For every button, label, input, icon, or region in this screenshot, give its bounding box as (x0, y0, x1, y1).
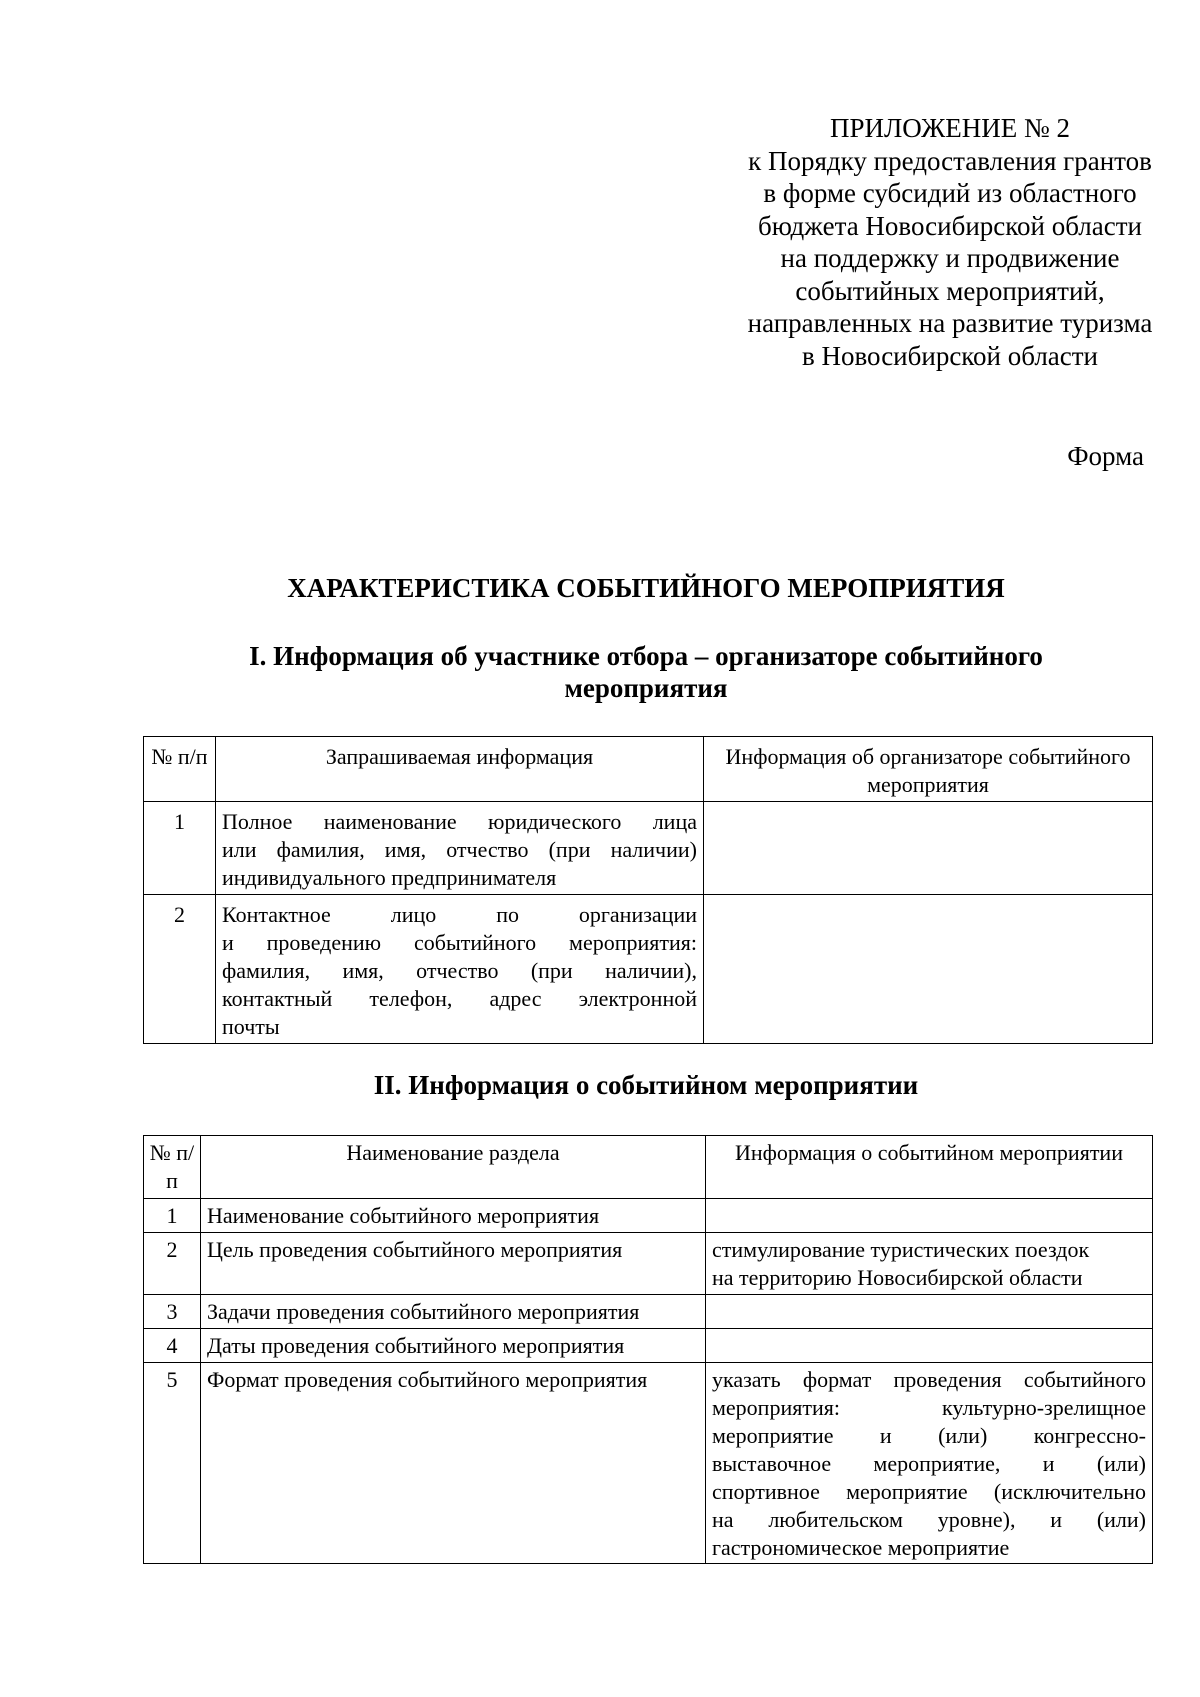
appendix-line: событийных мероприятий, (795, 275, 1105, 306)
row-organizer-info-cell[interactable] (704, 802, 1153, 895)
table-header-row (144, 737, 1153, 802)
row-organizer-info-cell[interactable] (704, 895, 1153, 1044)
organizer-info-table (143, 736, 1153, 1044)
header-number: № п/п (144, 1136, 201, 1199)
row-section-name: Задачи проведения событийного мероприятия (201, 1295, 706, 1329)
row-section-name: Формат проведения событийного мероприятия (201, 1363, 706, 1564)
header-number: № п/п (144, 737, 216, 802)
row-event-info-cell[interactable] (706, 1329, 1153, 1363)
header-event-info: Информация о событийном мероприятии (706, 1136, 1153, 1199)
row-number: 2 (144, 1233, 201, 1295)
table-row (144, 1295, 1153, 1329)
section1-heading-line: мероприятия (564, 673, 728, 703)
table-row (144, 802, 1153, 895)
table-row (144, 1233, 1153, 1295)
row-section-name: Наименование событийного мероприятия (201, 1199, 706, 1233)
table-header-row (144, 1136, 1153, 1199)
row-number: 1 (144, 1199, 201, 1233)
form-label: Форма (1067, 441, 1144, 471)
header-organizer-info: Информация об организаторе событийного мероприятия (704, 737, 1153, 802)
table-row (144, 1363, 1153, 1564)
appendix-block (700, 112, 1200, 372)
appendix-line: в Новосибирской области (801, 340, 1099, 371)
row-section-name: Даты проведения событийного мероприятия (201, 1329, 706, 1363)
section1-heading-line: I. Информация об участнике отбора – организаторе событийного (249, 641, 1043, 671)
section1-heading (140, 640, 1152, 704)
appendix-line: бюджета Новосибирской области (758, 210, 1142, 241)
row-event-info-cell[interactable]: стимулирование туристических поездок на территорию Новосибирской области (706, 1233, 1153, 1295)
appendix-line: к Порядку предоставления грантов (748, 145, 1152, 176)
row-section-name: Цель проведения событийного мероприятия (201, 1233, 706, 1295)
row-event-info-cell[interactable] (706, 1199, 1153, 1233)
row-number: 1 (144, 802, 216, 895)
header-section-name: Наименование раздела (201, 1136, 706, 1199)
table-row (144, 1199, 1153, 1233)
row-number: 2 (144, 895, 216, 1044)
event-info-table (143, 1135, 1153, 1564)
row-requested-info: Контактное лицо по организации и проведению событийного мероприятия: фамилия, имя, отчество (при наличии), контактный телефон, адрес электронной почты (216, 895, 704, 1044)
row-event-info-cell[interactable] (706, 1295, 1153, 1329)
section2-heading: II. Информация о событийном мероприятии (373, 1070, 919, 1100)
appendix-line: на поддержку и продвижение (780, 243, 1120, 273)
row-event-info-cell[interactable]: указать формат проведения событийного мероприятия: культурно-зрелищное мероприятие и (или) конгрессно- выставочное мероприятие, и (или) спортивное мероприятие (исключительно на любительском уровне), и (или) гастрономическое мероприятие (706, 1363, 1153, 1564)
appendix-line: направленных на развитие туризма (747, 308, 1153, 338)
row-number: 3 (144, 1295, 201, 1329)
row-number: 4 (144, 1329, 201, 1363)
appendix-line: в форме субсидий из областного (763, 178, 1137, 208)
table-row (144, 1329, 1153, 1363)
row-number: 5 (144, 1363, 201, 1564)
appendix-line: ПРИЛОЖЕНИЕ № 2 (829, 113, 1071, 143)
row-requested-info: Полное наименование юридического лица или фамилия, имя, отчество (при наличии) индивидуального предпринимателя (216, 802, 704, 895)
table-row (144, 895, 1153, 1044)
header-requested-info: Запрашиваемая информация (216, 737, 704, 802)
document-title: ХАРАКТЕРИСТИКА СОБЫТИЙНОГО МЕРОПРИЯТИЯ (287, 573, 1005, 603)
